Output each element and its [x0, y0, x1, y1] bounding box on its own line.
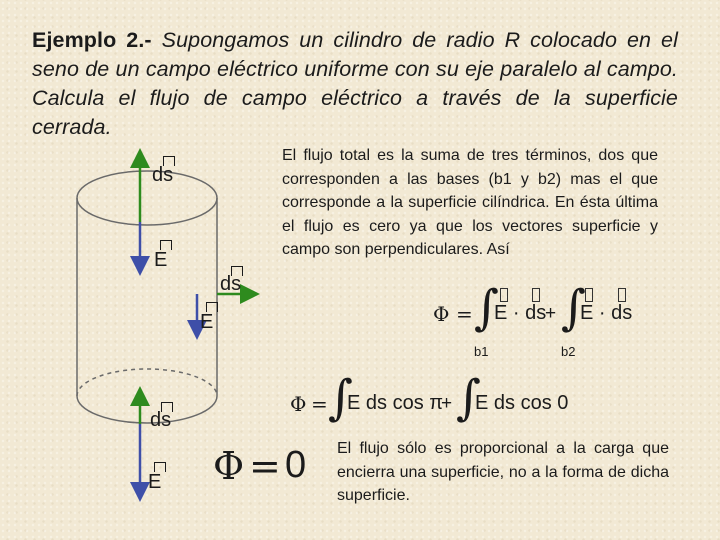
- eq1-phi: Φ: [433, 302, 450, 326]
- eq1-term-1: E · ds: [494, 302, 547, 324]
- eq1-plus: +: [545, 303, 557, 324]
- eq2-integral-1: ∫: [328, 370, 354, 426]
- explanation-paragraph: El flujo total es la suma de tres términos, dos que corresponden a las bases (b1 y b2) mas el que corresponde a la superficie cilíndrica. En ésta última el flujo es cero ya que los vectores superficie y campo son perpendiculares. Así: [282, 147, 658, 258]
- label-ds-top: ds: [152, 164, 174, 186]
- cylinder-bottom-front: [77, 396, 217, 423]
- eq1-vector-mark-2a: [585, 288, 593, 302]
- eq3-phi: Φ: [213, 444, 245, 488]
- eq2-phi: Φ: [290, 392, 307, 416]
- example-number: Ejemplo 2.-: [32, 28, 162, 52]
- eq3-equals: =: [249, 444, 281, 488]
- eq2-term-2: E ds cos 0: [475, 392, 569, 414]
- eq1-integral-2: ∫: [561, 280, 587, 336]
- eq1-vector-mark-1b: [532, 288, 540, 302]
- eq1-equals: =: [456, 302, 473, 326]
- label-ds-bottom: ds: [150, 409, 172, 431]
- cylinder-bottom-back: [77, 369, 217, 396]
- eq1-term-2: E · ds: [580, 302, 633, 324]
- eq2-term-1: E ds cos π: [347, 392, 444, 414]
- label-e-side: E: [200, 311, 214, 333]
- eq1-vector-mark-1a: [500, 288, 508, 302]
- eq1-limit-b2: b2: [561, 344, 576, 359]
- eq2-plus: +: [441, 393, 453, 414]
- eq2-equals: =: [311, 392, 328, 416]
- eq2-integral-2: ∫: [456, 370, 482, 426]
- label-ds-side: ds: [220, 273, 242, 295]
- eq3-zero: 0: [285, 444, 307, 486]
- eq1-integral-1: ∫: [474, 280, 500, 336]
- label-e-top: E: [154, 249, 168, 271]
- label-e-bottom: E: [148, 471, 162, 493]
- eq1-limit-b1: b1: [474, 344, 489, 359]
- conclusion-paragraph: El flujo sólo es proporcional a la carga que encierra una superficie, no a la forma de dicha superficie.: [337, 440, 669, 504]
- example-statement: Supongamos un cilindro de radio R colocado en el seno de un campo eléctrico uniforme con su eje paralelo al campo. Calcula el flujo de campo eléctrico a través de la superficie cerrada.: [32, 28, 678, 139]
- cylinder-top-base: [77, 171, 217, 225]
- eq1-vector-mark-2b: [618, 288, 626, 302]
